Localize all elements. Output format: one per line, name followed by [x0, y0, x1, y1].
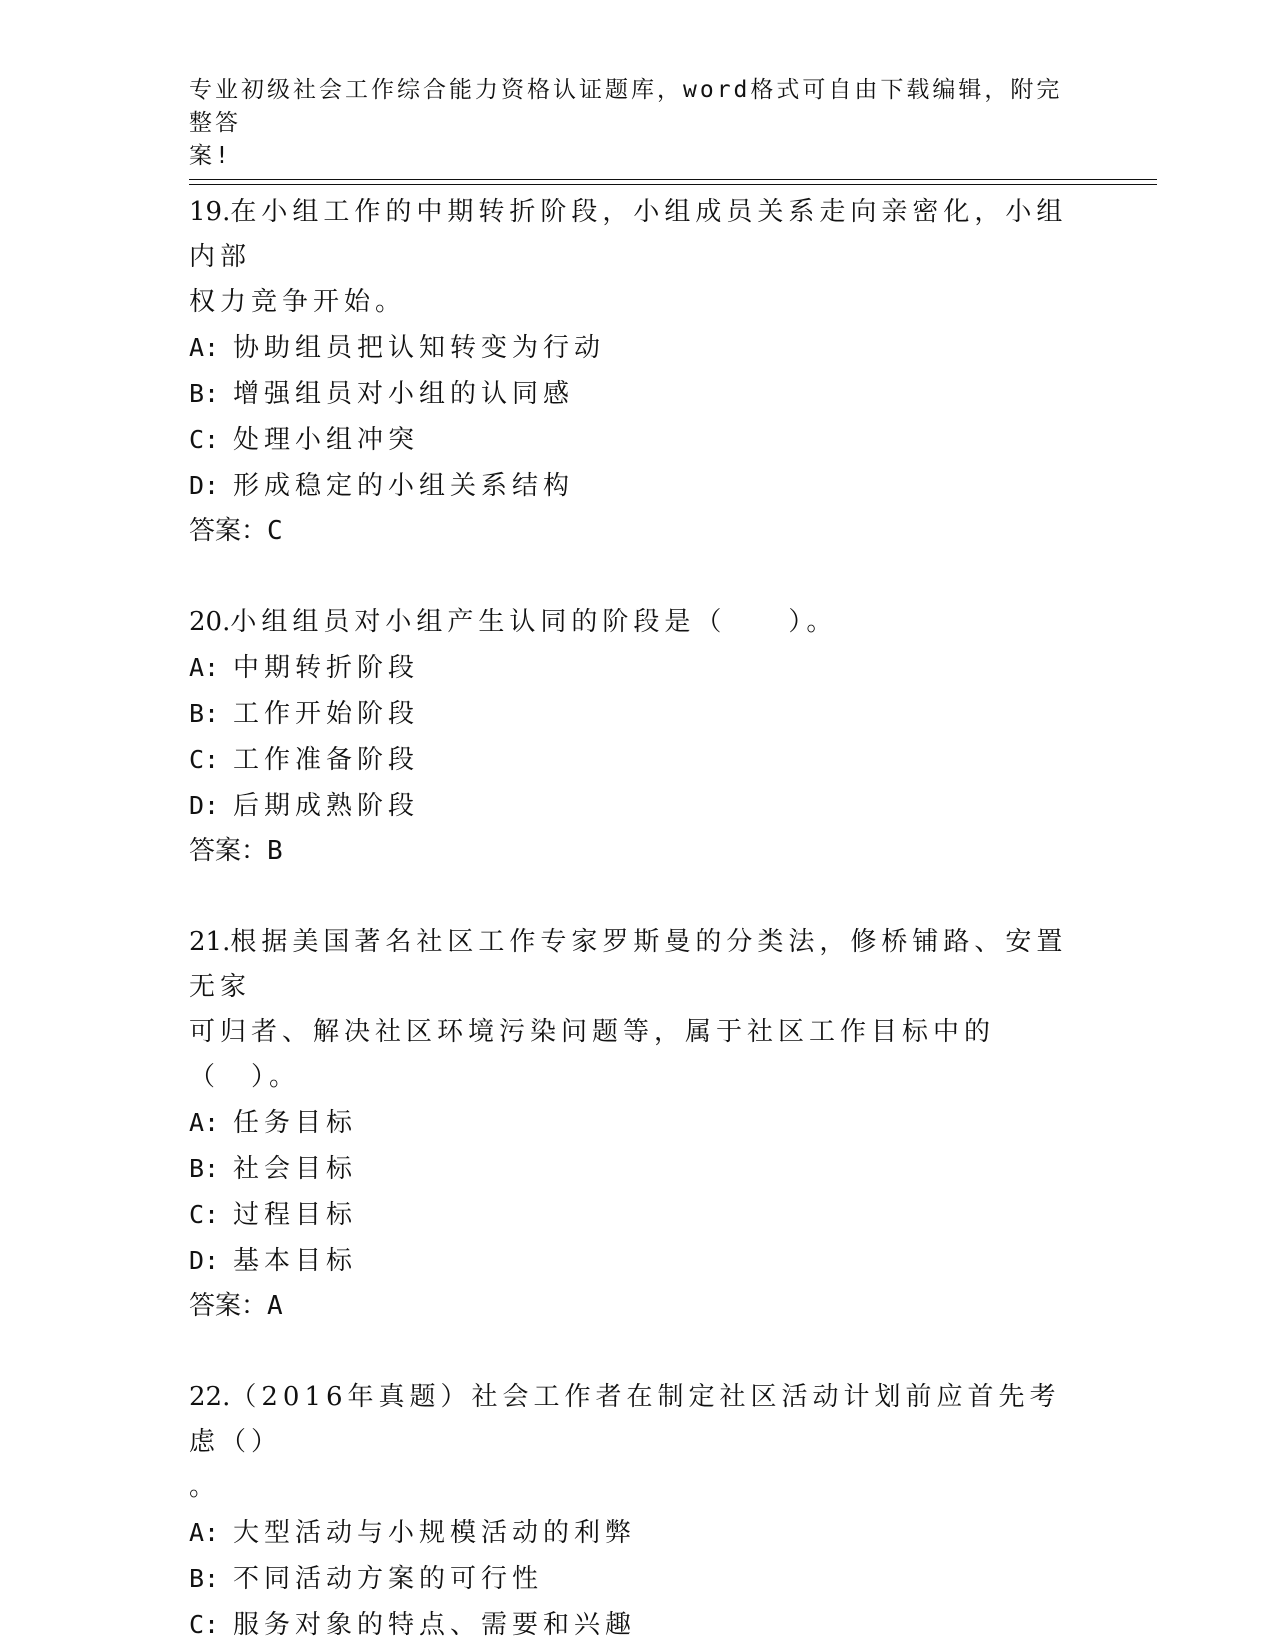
- question-21: [189, 920, 1089, 1329]
- option-text: 基本目标: [233, 1246, 358, 1276]
- question-spacer: [189, 554, 1089, 600]
- header-line-2: 案!: [189, 143, 232, 169]
- answer-label: 答案：: [189, 1291, 268, 1321]
- option-a: [189, 1100, 1089, 1146]
- question-19: [189, 190, 1089, 554]
- option-key: C:: [189, 745, 220, 774]
- question-spacer: [189, 1329, 1089, 1375]
- answer-value: B: [267, 836, 283, 866]
- header-divider-top: [189, 179, 1157, 180]
- option-key: A:: [189, 333, 220, 362]
- question-20: [189, 600, 1089, 874]
- question-spacer: [189, 874, 1089, 920]
- question-text: [189, 920, 1089, 1010]
- option-key: B:: [189, 699, 220, 728]
- question-text: [189, 190, 1089, 280]
- option-c: [189, 1602, 1089, 1648]
- option-key: B:: [189, 1154, 220, 1183]
- option-d: [189, 783, 1089, 829]
- option-b: [189, 1146, 1089, 1192]
- option-d: [189, 1238, 1089, 1284]
- option-key: D:: [189, 471, 220, 500]
- option-key: B:: [189, 379, 220, 408]
- option-text: 过程目标: [233, 1200, 358, 1230]
- option-text: 大型活动与小规模活动的利弊: [233, 1518, 637, 1548]
- option-text: 处理小组冲突: [233, 425, 420, 455]
- answer-line: [189, 509, 1089, 554]
- question-number: 21.: [189, 927, 231, 957]
- question-number: 22.: [189, 1382, 231, 1412]
- option-key: D:: [189, 1246, 220, 1275]
- option-c: [189, 417, 1089, 463]
- question-22: [189, 1375, 1089, 1648]
- question-number: 20.: [189, 607, 231, 637]
- option-a: [189, 645, 1089, 691]
- option-d: [189, 463, 1089, 509]
- question-text-line-2: 可归者、解决社区环境污染问题等，属于社区工作目标中的（ ）。: [189, 1017, 996, 1092]
- option-text: 工作开始阶段: [233, 699, 420, 729]
- page-header: [189, 74, 1069, 173]
- option-a: [189, 1510, 1089, 1556]
- option-c: [189, 1192, 1089, 1238]
- question-text-line-2: 权力竞争开始。: [189, 287, 407, 317]
- header-line-1: 专业初级社会工作综合能力资格认证题库，word格式可自由下载编辑，附完整答: [189, 77, 1063, 136]
- option-text: 服务对象的特点、需要和兴趣: [233, 1610, 637, 1640]
- option-text: 不同活动方案的可行性: [233, 1564, 544, 1594]
- option-c: [189, 737, 1089, 783]
- question-text-line-2: 。: [189, 1472, 221, 1502]
- option-key: C:: [189, 425, 220, 454]
- option-text: 协助组员把认知转变为行动: [233, 333, 606, 363]
- question-list: [189, 190, 1089, 1648]
- option-key: C:: [189, 1200, 220, 1229]
- option-key: A:: [189, 1518, 220, 1547]
- question-text: [189, 1375, 1089, 1465]
- option-text: 后期成熟阶段: [233, 791, 420, 821]
- option-key: B:: [189, 1564, 220, 1593]
- option-text: 增强组员对小组的认同感: [233, 379, 575, 409]
- option-text: 任务目标: [233, 1108, 358, 1138]
- option-key: A:: [189, 1108, 220, 1137]
- option-text: 工作准备阶段: [233, 745, 420, 775]
- option-b: [189, 691, 1089, 737]
- header-divider-bottom: [189, 184, 1157, 185]
- answer-line: [189, 829, 1089, 874]
- option-key: C:: [189, 1610, 220, 1639]
- option-text: 中期转折阶段: [233, 653, 420, 683]
- question-number: 19.: [189, 197, 231, 227]
- answer-label: 答案：: [189, 836, 268, 866]
- question-text-line-1: （2016年真题）社会工作者在制定社区活动计划前应首先考虑（）: [189, 1382, 1061, 1457]
- answer-value: C: [267, 516, 283, 546]
- option-text: 形成稳定的小组关系结构: [233, 471, 575, 501]
- question-text-line-1: 根据美国著名社区工作专家罗斯曼的分类法，修桥铺路、安置无家: [189, 927, 1068, 1002]
- question-text-line-1: 在小组工作的中期转折阶段，小组成员关系走向亲密化，小组内部: [189, 197, 1068, 272]
- answer-label: 答案：: [189, 516, 268, 546]
- option-key: D:: [189, 791, 220, 820]
- question-text-line-1: 小组组员对小组产生认同的阶段是（ ）。: [230, 607, 838, 637]
- option-b: [189, 371, 1089, 417]
- answer-line: [189, 1284, 1089, 1329]
- answer-value: A: [267, 1291, 283, 1321]
- option-key: A:: [189, 653, 220, 682]
- option-b: [189, 1556, 1089, 1602]
- option-a: [189, 325, 1089, 371]
- option-text: 社会目标: [233, 1154, 358, 1184]
- question-text: [189, 600, 1089, 645]
